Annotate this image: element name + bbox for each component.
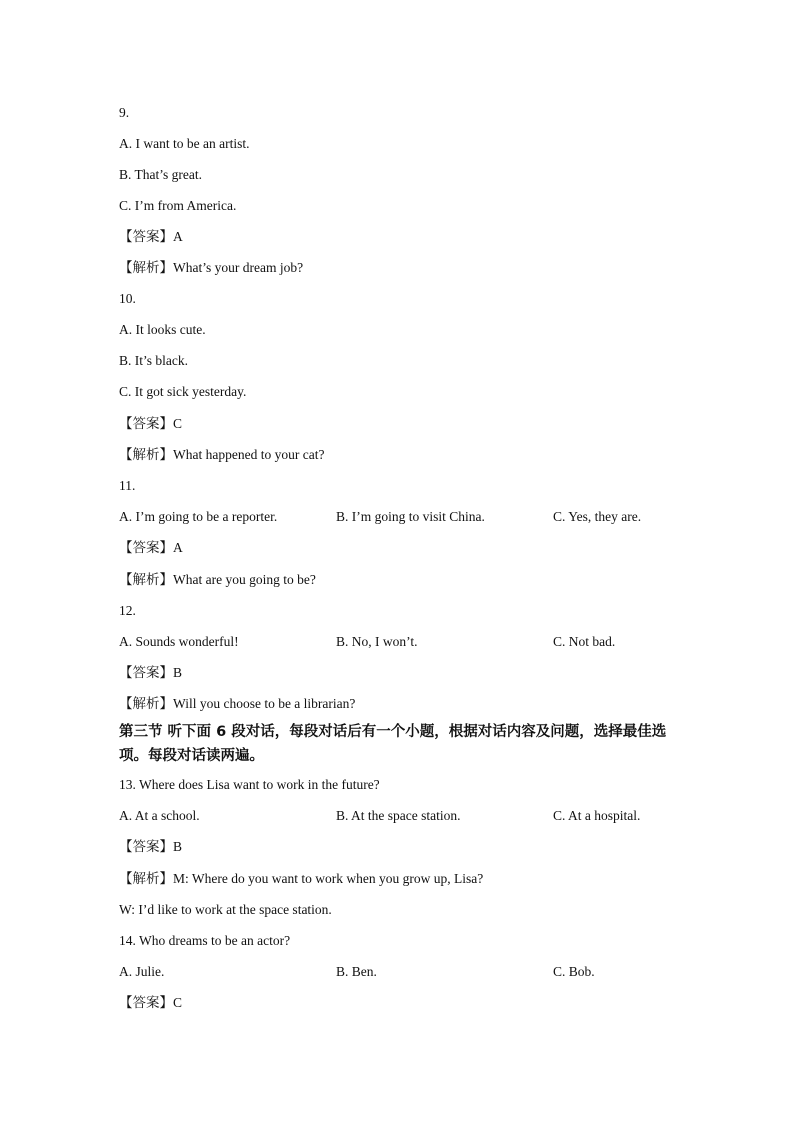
question-12-answer: 【答案】B xyxy=(119,665,183,680)
question-9-option-c: C. I’m from America. xyxy=(119,198,237,213)
question-12-number: 12. xyxy=(119,603,136,618)
question-9-analysis: 【解析】What’s your dream job? xyxy=(119,260,304,275)
question-13-option-b: B. At the space station. xyxy=(336,808,461,823)
question-13-answer: 【答案】B xyxy=(119,839,183,854)
question-10-number: 10. xyxy=(119,291,136,306)
question-13-analysis-line-2: W: I’d like to work at the space station. xyxy=(119,902,332,917)
question-11-option-b: B. I’m going to visit China. xyxy=(336,509,485,524)
question-9-option-b: B. That’s great. xyxy=(119,167,202,182)
question-11-option-a: A. I’m going to be a reporter. xyxy=(119,509,278,524)
section-3-heading: 第三节 听下面 6 段对话，每段对话后有一个小题，根据对话内容及问题，选择最佳选项。每段对话读两遍。 xyxy=(119,724,667,764)
question-14-option-c: C. Bob. xyxy=(553,964,595,979)
question-14-option-b: B. Ben. xyxy=(336,964,377,979)
question-11-option-c: C. Yes, they are. xyxy=(553,509,642,524)
question-12-option-b: B. No, I won’t. xyxy=(336,634,418,649)
question-14-text: 14. Who dreams to be an actor? xyxy=(119,933,291,948)
question-11-answer: 【答案】A xyxy=(119,540,183,555)
question-10-answer: 【答案】C xyxy=(119,416,183,431)
question-11-number: 11. xyxy=(119,478,136,493)
question-10-option-a: A. It looks cute. xyxy=(119,322,206,337)
question-13-text: 13. Where does Lisa want to work in the future? xyxy=(119,777,380,792)
question-13-analysis: 【解析】M: Where do you want to work when you grow up, Lisa? xyxy=(119,871,484,886)
question-14-option-a: A. Julie. xyxy=(119,964,165,979)
question-14-answer: 【答案】C xyxy=(119,995,183,1010)
question-12-analysis: 【解析】Will you choose to be a librarian? xyxy=(119,696,356,711)
question-13-option-c: C. At a hospital. xyxy=(553,808,641,823)
question-10-option-b: B. It’s black. xyxy=(119,353,188,368)
question-12-option-a: A. Sounds wonderful! xyxy=(119,634,239,649)
question-11-analysis: 【解析】What are you going to be? xyxy=(119,572,316,587)
question-9-answer: 【答案】A xyxy=(119,229,183,244)
question-12-option-c: C. Not bad. xyxy=(553,634,616,649)
question-10-option-c: C. It got sick yesterday. xyxy=(119,384,247,399)
question-10-analysis: 【解析】What happened to your cat? xyxy=(119,447,325,462)
question-9-number: 9. xyxy=(119,105,130,120)
question-13-option-a: A. At a school. xyxy=(119,808,200,823)
question-9-option-a: A. I want to be an artist. xyxy=(119,136,250,151)
